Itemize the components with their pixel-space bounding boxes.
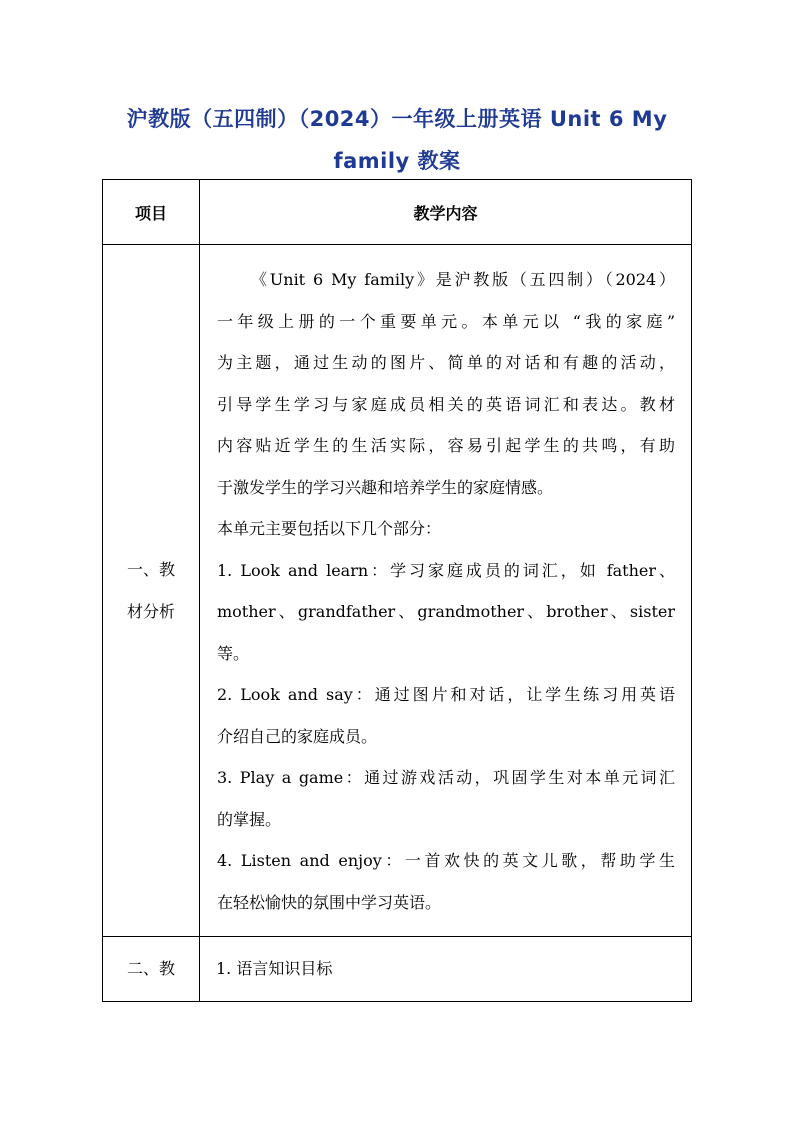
paragraph-line: 等。 <box>217 643 250 663</box>
paragraph-line: mother、grandfather、grandmother、brother、sister <box>217 602 675 621</box>
paragraph-line: 4. Listen and enjoy：一首欢快的英文儿歌，帮助学生 <box>217 851 675 870</box>
paragraph-line: 1. Look and learn：学习家庭成员的词汇，如 father、 <box>217 560 675 580</box>
table-row-teaching-objectives <box>103 937 692 1002</box>
paragraph-line: 《Unit 6 My family》是沪教版（五四制）（2024） <box>251 270 675 289</box>
teaching-objectives-content <box>200 937 692 1002</box>
paragraph-line: 引导学生学习与家庭成员相关的英语词汇和表达。教材 <box>217 394 675 414</box>
document-title-line-2: family 教案 <box>333 149 461 173</box>
paragraph-line: 的掌握。 <box>217 809 282 829</box>
paragraph-line: 内容贴近学生的生活实际，容易引起学生的共鸣，有助 <box>217 436 675 455</box>
table-row-textbook-analysis <box>103 245 692 937</box>
paragraph-line: 一年级上册的一个重要单元。本单元以 “我的家庭” <box>217 311 675 331</box>
paragraph-line: 于激发学生的学习兴趣和培养学生的家庭情感。 <box>217 477 554 497</box>
textbook-analysis-content <box>200 245 692 937</box>
paragraph-line: 1. 语言知识目标 <box>216 959 333 978</box>
paragraph-line: 介绍自己的家庭成员。 <box>217 726 378 746</box>
table-header-row <box>103 180 692 245</box>
paragraph-line: 本单元主要包括以下几个部分： <box>217 519 442 538</box>
row-label-line: 材分析 <box>126 601 175 621</box>
row-label-line: 二、教 <box>126 959 175 978</box>
paragraph-line: 在轻松愉快的氛围中学习英语。 <box>217 892 442 912</box>
header-item-cell: 项目 <box>103 180 200 245</box>
lesson-plan-table <box>102 179 692 1002</box>
row-label-line: 一、教 <box>126 559 175 579</box>
header-content-cell: 教学内容 <box>200 180 692 245</box>
paragraph-line: 为主题，通过生动的图片、简单的对话和有趣的活动， <box>217 353 675 372</box>
document-title-line-1: 沪教版（五四制）（2024）一年级上册英语 Unit 6 My <box>126 107 668 131</box>
row-label-textbook-analysis <box>103 245 200 937</box>
row-label-teaching-objectives <box>103 937 200 1002</box>
paragraph-line: 3. Play a game：通过游戏活动，巩固学生对本单元词汇 <box>217 768 675 787</box>
paragraph-line: 2. Look and say：通过图片和对话，让学生练习用英语 <box>217 685 675 704</box>
